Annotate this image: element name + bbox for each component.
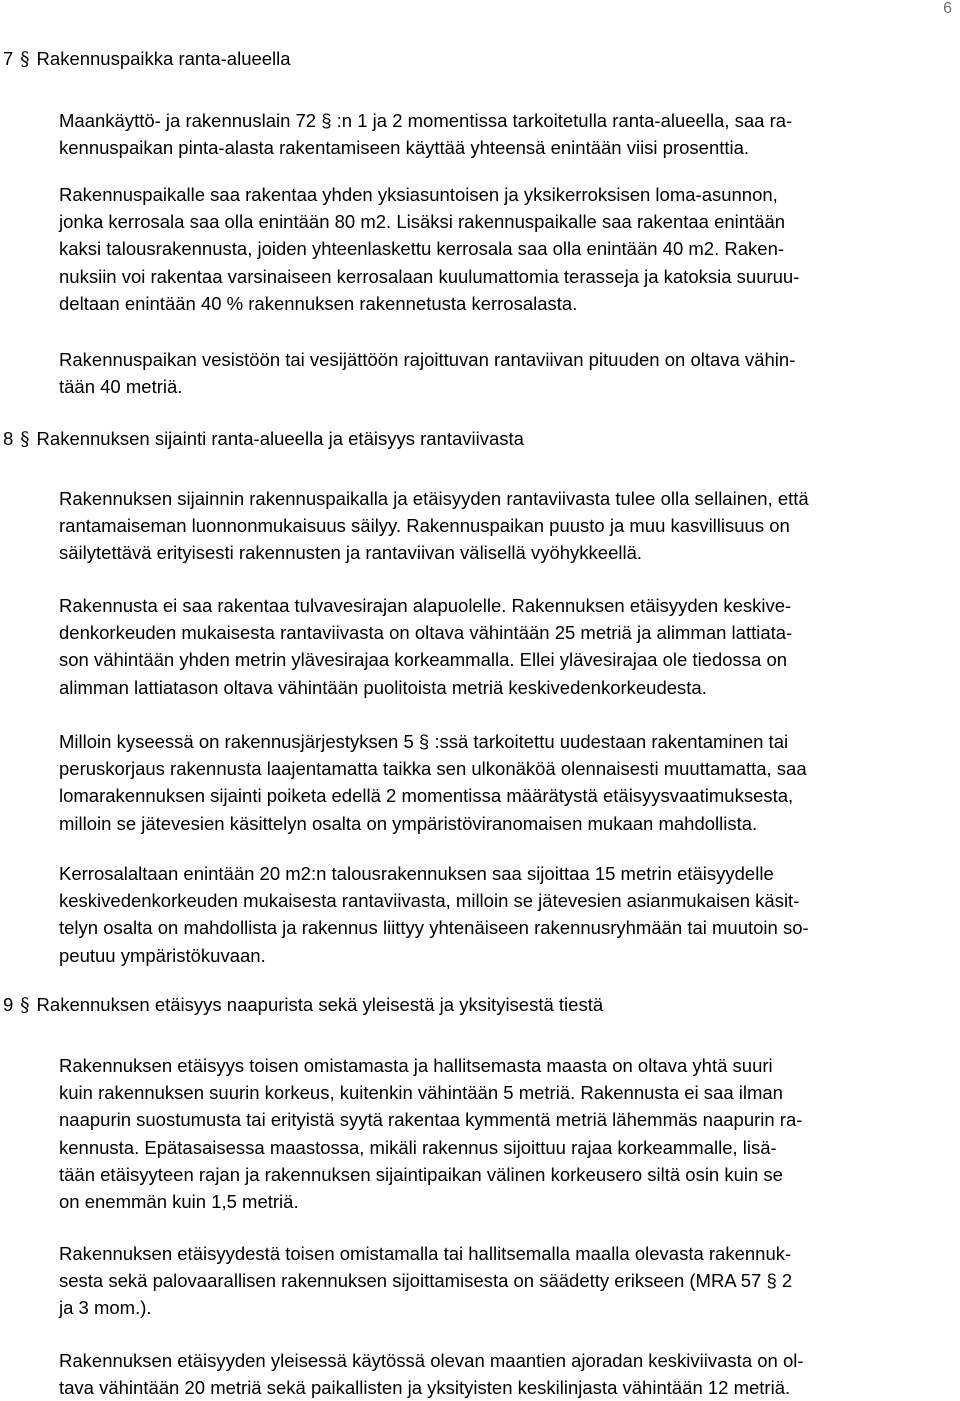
- text-line: nuksiin voi rakentaa varsinaiseen kerrosalaan kuulumattomia terasseja ja katoksia suuruu-: [59, 265, 800, 287]
- text-line: deltaan enintään 40 % rakennuksen rakennetusta kerrosalasta.: [59, 292, 578, 314]
- text-line: lomarakennuksen sijainti poiketa edellä 2 momentissa määrätystä etäisyysvaatimuksesta,: [59, 785, 794, 807]
- text-line: tään etäisyyteen rajan ja rakennuksen sijaintipaikan välinen korkeusero siltä osin kuin se: [59, 1163, 783, 1185]
- text-line: rantamaiseman luonnonmukaisuus säilyy. Rakennuspaikan puusto ja muu kasvillisuus on: [59, 515, 790, 537]
- text-line: säilytettävä erityisesti rakennusten ja rantaviivan välisellä vyöhykkeellä.: [59, 542, 643, 564]
- paragraph: [59, 860, 939, 969]
- section-sign: §: [20, 49, 30, 70]
- section-number: 8: [3, 428, 14, 449]
- paragraph: [59, 346, 939, 400]
- text-line: kaksi talousrakennusta, joiden yhteenlaskettu kerrosala saa olla enintään 40 m2. Raken-: [59, 238, 785, 260]
- text-line: kuin rakennuksen suurin korkeus, kuitenkin vähintään 5 metriä. Rakennusta ei saa ilman: [59, 1082, 783, 1104]
- section-number: 7: [3, 48, 14, 69]
- paragraph: [59, 728, 939, 837]
- paragraph: [59, 1052, 939, 1215]
- text-line: Rakennusta ei saa rakentaa tulvavesirajan alapuolelle. Rakennuksen etäisyyden keskive-: [59, 595, 792, 616]
- text-line: keskivedenkorkeuden mukaisesta rantaviivasta, milloin se jätevesien asianmukaisen käsit-: [59, 890, 800, 912]
- text-line: milloin se jätevesien käsittelyn osalta on ympäristöviranomaisen mukaan mahdollista.: [59, 812, 758, 834]
- text-line: on enemmän kuin 1,5 metriä.: [59, 1191, 299, 1213]
- text-line: naapurin suostumusta tai erityistä syytä rakentaa kymmentä metriä lähemmäs naapurin ra-: [59, 1109, 803, 1131]
- text-line: Rakennuksen etäisyyden yleisessä käytössä olevan maantien ajoradan keskiviivasta on ol-: [59, 1350, 804, 1371]
- paragraph: [59, 107, 939, 161]
- paragraph: [59, 485, 939, 567]
- text-line: Rakennuspaikalle saa rakentaa yhden yksiasuntoisen ja yksikerroksisen loma-asunnon,: [59, 184, 778, 205]
- section-sign: §: [20, 429, 30, 450]
- text-line: jonka kerrosala saa olla enintään 80 m2. Lisäksi rakennuspaikalle saa rakentaa enintään: [59, 211, 786, 233]
- text-line: Rakennuksen etäisyydestä toisen omistamalla tai hallitsemalla maalla olevasta rakennuk-: [59, 1243, 792, 1264]
- text-line: kennuspaikan pinta-alasta rakentamiseen käyttää yhteensä enintään viisi prosenttia.: [59, 137, 750, 159]
- text-line: Rakennuksen sijainnin rakennuspaikalla ja etäisyyden rantaviivasta tulee olla sellainen, että: [59, 488, 809, 509]
- text-line: tään 40 metriä.: [59, 376, 183, 398]
- text-line: sesta sekä palovaarallisen rakennuksen sijoittamisesta on säädetty erikseen (MRA 57 § 2: [59, 1270, 793, 1292]
- paragraph: [59, 592, 939, 701]
- text-line: alimman lattiatason oltava vähintään puolitoista metriä keskivedenkorkeudesta.: [59, 676, 707, 698]
- section-heading: [3, 994, 603, 1016]
- paragraph: [59, 1347, 939, 1401]
- section-title: Rakennuksen etäisyys naapurista sekä yleisestä ja yksityisestä tiestä: [36, 994, 604, 1015]
- text-line: peruskorjaus rakennusta laajentamatta taikka sen ulkonäköä olennaisesti muuttamatta, saa: [59, 758, 807, 780]
- text-line: tava vähintään 20 metriä sekä paikallisten ja yksityisten keskilinjasta vähintään 12 metriä.: [59, 1377, 791, 1399]
- paragraph: [59, 1240, 939, 1322]
- page-number: 6: [943, 0, 952, 17]
- section-title: Rakennuksen sijainti ranta-alueella ja etäisyys rantaviivasta: [36, 428, 524, 449]
- text-line: ja 3 mom.).: [59, 1297, 152, 1319]
- text-line: telyn osalta on mahdollista ja rakennus liittyy yhtenäiseen rakennusryhmään tai muutoin so-: [59, 917, 809, 939]
- section-heading: [3, 428, 524, 450]
- text-line: peutuu ympäristökuvaan.: [59, 944, 266, 966]
- text-line: Rakennuksen etäisyys toisen omistamasta ja hallitsemasta maasta on oltava yhtä suuri: [59, 1055, 773, 1076]
- paragraph: [59, 181, 939, 317]
- text-line: son vähintään yhden metrin ylävesirajaa korkeammalla. Ellei ylävesirajaa ole tiedossa on: [59, 649, 788, 671]
- section-number: 9: [3, 994, 14, 1015]
- text-line: Milloin kyseessä on rakennusjärjestyksen 5 § :ssä tarkoitettu uudestaan rakentaminen tai: [59, 731, 789, 752]
- section-heading: [3, 48, 291, 70]
- text-line: Kerrosalaltaan enintään 20 m2:n talousrakennuksen saa sijoittaa 15 metrin etäisyydelle: [59, 863, 774, 884]
- text-line: denkorkeuden mukaisesta rantaviivasta on oltava vähintään 25 metriä ja alimman lattiata-: [59, 622, 793, 644]
- section-sign: §: [20, 995, 30, 1016]
- text-line: Rakennuspaikan vesistöön tai vesijättöön rajoittuvan rantaviivan pituuden on oltava vähin-: [59, 349, 796, 370]
- section-title: Rakennuspaikka ranta-alueella: [36, 48, 291, 69]
- text-line: kennusta. Epätasaisessa maastossa, mikäli rakennus sijoittuu rajaa korkeammalle, lisä-: [59, 1136, 777, 1158]
- text-line: Maankäyttö- ja rakennuslain 72 § :n 1 ja 2 momentissa tarkoitetulla ranta-alueella, saa ra-: [59, 110, 793, 131]
